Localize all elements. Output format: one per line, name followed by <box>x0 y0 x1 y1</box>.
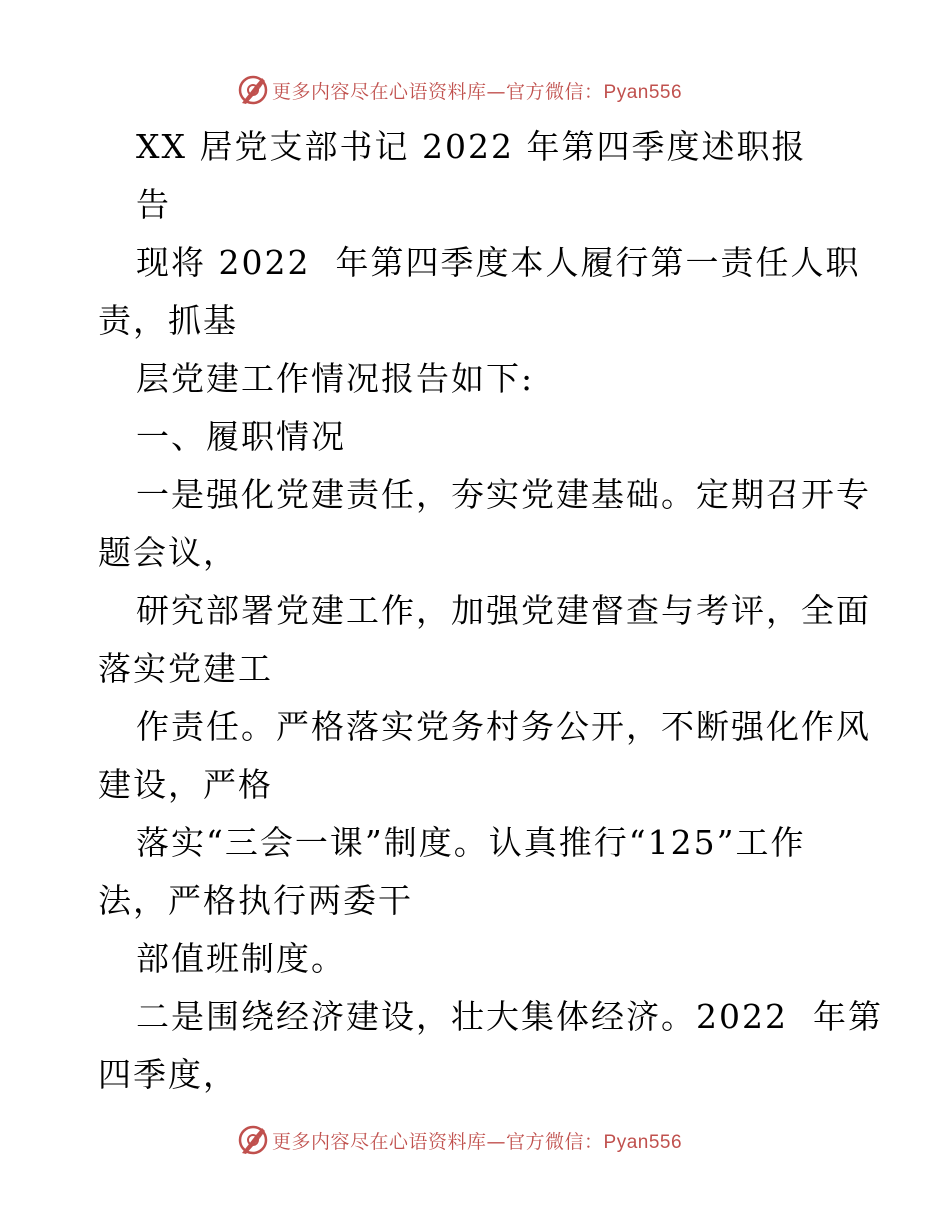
watermark-text: 更多内容尽在心语资料库—官方微信：Pyan556 <box>272 80 683 103</box>
text-line: 部值班制度。 <box>136 939 346 978</box>
text-line: 落实“三会一课”制度。认真推行“125”工作 <box>136 823 806 862</box>
text-line: 法，严格执行两委干 <box>98 881 413 920</box>
text-line: 建设，严格 <box>98 765 273 804</box>
watermark-text: 更多内容尽在心语资料库—官方微信：Pyan556 <box>272 1130 683 1153</box>
pen-logo-icon <box>236 73 270 107</box>
text-line: 一、履职情况 <box>136 417 346 456</box>
text-line: 研究部署党建工作，加强党建督查与考评，全面 <box>136 591 871 630</box>
text-line: 层党建工作情况报告如下: <box>136 359 535 398</box>
pen-logo-icon <box>236 1123 270 1157</box>
text-line: 现将 2022 年第四季度本人履行第一责任人职 <box>136 243 861 282</box>
document-body <box>98 118 883 1104</box>
text-line: 责，抓基 <box>98 301 238 340</box>
text-line: 四季度， <box>98 1055 238 1094</box>
text-line: 一是强化党建责任，夯实党建基础。定期召开专 <box>136 475 871 514</box>
text-line: 落实党建工 <box>98 649 273 688</box>
text-line: 题会议， <box>98 533 238 572</box>
text-line: 二是围绕经济建设，壮大集体经济。2022 年第 <box>136 997 883 1036</box>
watermark-footer <box>236 1122 682 1158</box>
watermark-header <box>236 72 682 108</box>
text-line: 作责任。严格落实党务村务公开，不断强化作风 <box>136 707 871 746</box>
text-line: 告 <box>136 185 171 224</box>
text-line: XX 居党支部书记 2022 年第四季度述职报 <box>136 127 807 166</box>
